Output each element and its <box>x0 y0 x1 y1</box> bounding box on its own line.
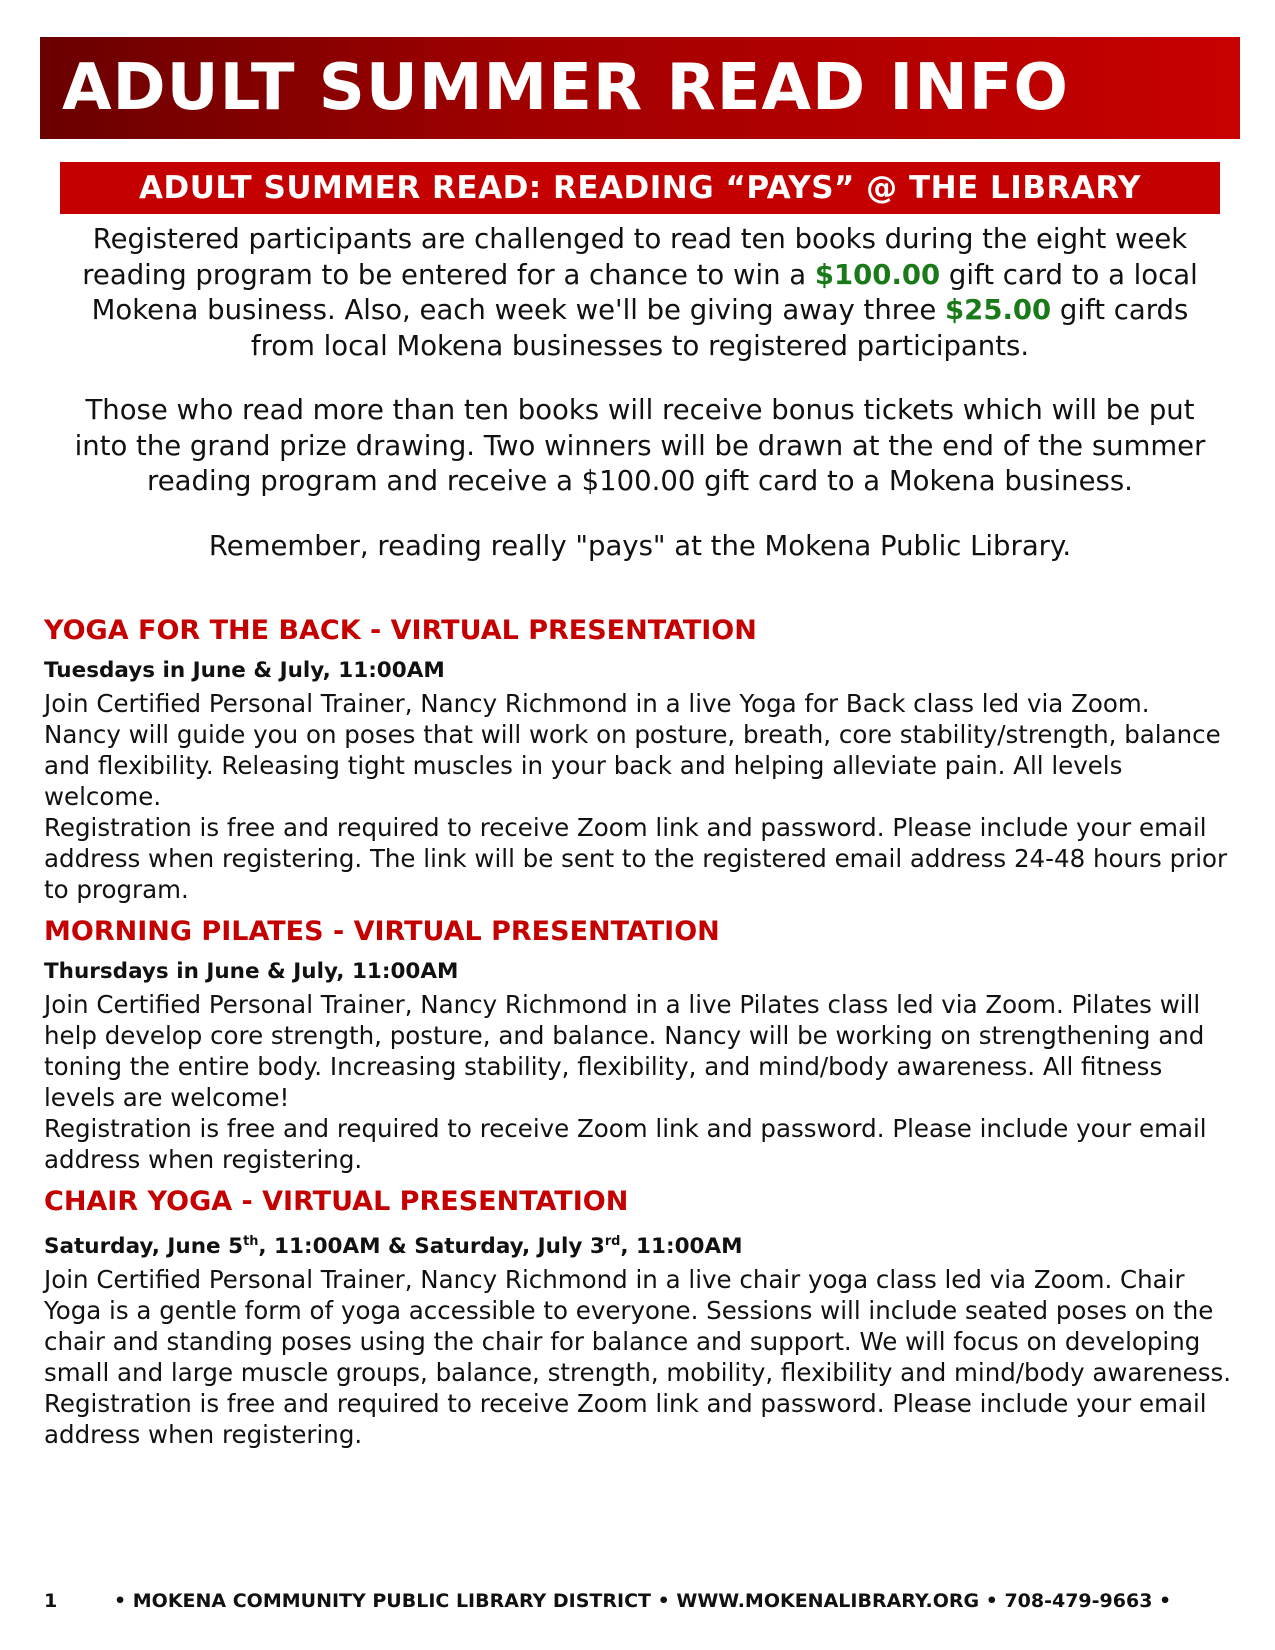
event-registration: Registration is free and required to receive Zoom link and password. Please include your email address when registering. The link will be sent to the registered email address 24-48 hours prior to program. <box>44 813 1228 904</box>
event-description: Join Certified Personal Trainer, Nancy Richmond in a live chair yoga class led via Zoom. Chair Yoga is a gentle form of yoga accessible to everyone. Sessions will include seated poses on the chair and standing poses using the chair for balance and support. We will focus on developing small and large muscle groups, balance, strength, mobility, flexibility and mind/body awareness. <box>44 1265 1232 1388</box>
event-morning-pilates <box>44 915 1234 1175</box>
schedule-part: , 11:00AM & Saturday, July 3 <box>258 1234 605 1260</box>
schedule-part: , 11:00AM <box>620 1234 743 1260</box>
summer-read-description <box>60 222 1220 564</box>
event-registration: Registration is free and required to receive Zoom link and password. Please include your email address when registering. <box>44 1389 1207 1450</box>
summer-read-title: ADULT SUMMER READ: READING “PAYS” @ THE LIBRARY <box>139 170 1141 206</box>
p1-text-a: Registered participants are challenged to read ten books during the eight week reading program to be entered for a chance to win a <box>82 223 1188 291</box>
summer-read-paragraph-2: Those who read more than ten books will receive bonus tickets which will be put into the grand prize drawing. Two winners will be drawn at the end of the summer reading program and receive a $100.00 gift card to a Mokena business. <box>74 394 1206 497</box>
page-footer <box>44 1590 1234 1612</box>
event-schedule: Tuesdays in June & July, 11:00AM <box>44 658 445 683</box>
event-registration: Registration is free and required to receive Zoom link and password. Please include your email address when registering. <box>44 1114 1207 1174</box>
events-list <box>44 614 1234 1460</box>
event-yoga-for-the-back <box>44 614 1234 905</box>
prize-amount-100: $100.00 <box>814 258 941 291</box>
prize-amount-25: $25.00 <box>945 294 1052 326</box>
event-title: MORNING PILATES - VIRTUAL PRESENTATION <box>44 916 720 947</box>
event-chair-yoga <box>44 1185 1234 1450</box>
event-description: Join Certified Personal Trainer, Nancy Richmond in a live Yoga for Back class led via Zoom. Nancy will guide you on poses that will work on posture, breath, core stability/strength, balance and flexibility. Releasing tight muscles in your back and helping alleviate pain. All levels welcome. <box>44 689 1221 811</box>
p1-text-c: gift cards from local Mokena businesses to registered participants. <box>250 294 1189 362</box>
summer-read-paragraph-1 <box>60 222 1220 364</box>
event-title: YOGA FOR THE BACK - VIRTUAL PRESENTATION <box>44 615 757 646</box>
footer-contact: • MOKENA COMMUNITY PUBLIC LIBRARY DISTRICT • WWW.MOKENALIBRARY.ORG • 708-479-9663 • <box>114 1590 1172 1612</box>
event-description: Join Certified Personal Trainer, Nancy Richmond in a live Pilates class led via Zoom. Pilates will help develop core strength, posture, and balance. Nancy will be working on strengthening and toning the entire body. Increasing stability, flexibility, and mind/body awareness. All fitness levels are welcome! <box>44 990 1205 1112</box>
page-banner <box>40 37 1240 139</box>
ordinal-suffix: rd <box>604 1234 621 1249</box>
summer-read-paragraph-3: Remember, reading really "pays" at the Mokena Public Library. <box>208 529 1072 562</box>
event-schedule <box>44 1227 1234 1262</box>
event-schedule: Thursdays in June & July, 11:00AM <box>44 959 459 984</box>
summer-read-banner <box>60 162 1220 214</box>
p1-text-b: gift card to a local Mokena business. Also, each week we'll be giving away three <box>91 258 1198 326</box>
schedule-part: Saturday, June 5 <box>44 1234 244 1260</box>
event-title: CHAIR YOGA - VIRTUAL PRESENTATION <box>44 1186 629 1217</box>
ordinal-suffix: th <box>243 1234 259 1249</box>
page-number: 1 <box>44 1590 58 1612</box>
page-title: ADULT SUMMER READ INFO <box>62 51 1069 125</box>
